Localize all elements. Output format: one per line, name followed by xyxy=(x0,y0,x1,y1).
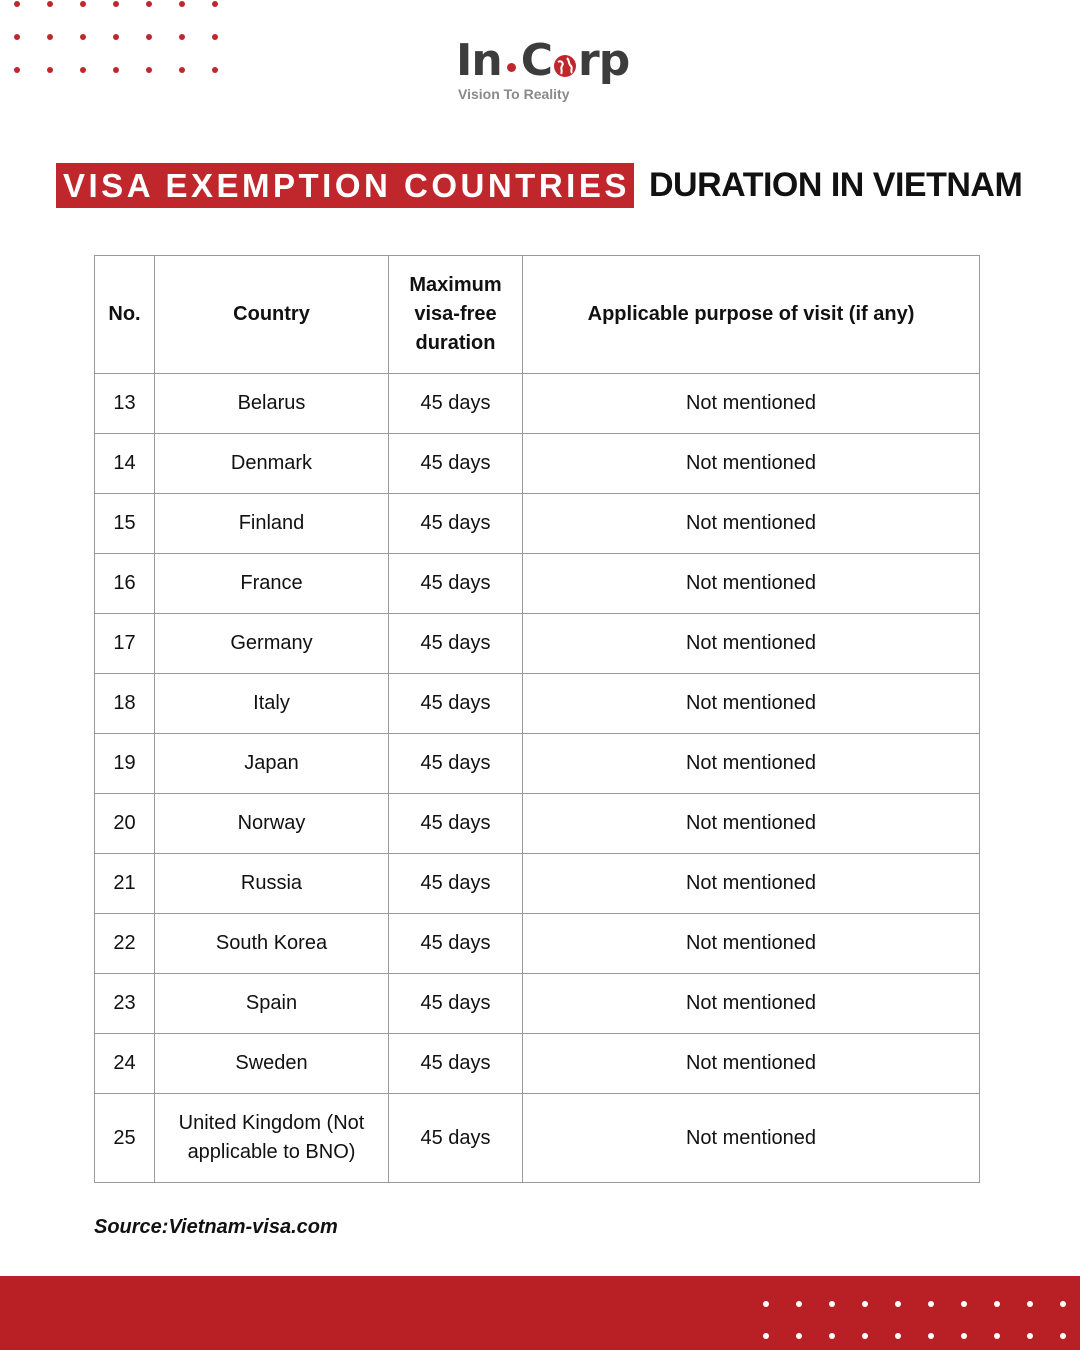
cell-country: Germany xyxy=(155,614,389,674)
cell-duration: 45 days xyxy=(389,374,523,434)
table-header-row xyxy=(95,256,980,374)
cell-no: 25 xyxy=(95,1094,155,1183)
decorative-dot xyxy=(212,34,218,40)
decorative-dot xyxy=(179,67,185,73)
decorative-dot xyxy=(763,1301,769,1307)
cell-duration: 45 days xyxy=(389,914,523,974)
cell-purpose: Not mentioned xyxy=(523,974,980,1034)
cell-country: Finland xyxy=(155,494,389,554)
decorative-dot xyxy=(80,67,86,73)
decorative-dot xyxy=(895,1333,901,1339)
logo-word-in: In xyxy=(456,35,502,86)
decorative-dot xyxy=(763,1333,769,1339)
decorative-dot xyxy=(113,1,119,7)
cell-country: South Korea xyxy=(155,914,389,974)
decorative-dot xyxy=(1027,1301,1033,1307)
cell-no: 14 xyxy=(95,434,155,494)
decorative-dot xyxy=(113,34,119,40)
cell-country: Spain xyxy=(155,974,389,1034)
table-row xyxy=(95,794,980,854)
cell-purpose: Not mentioned xyxy=(523,734,980,794)
table-row xyxy=(95,374,980,434)
decorative-dot xyxy=(146,67,152,73)
decorative-dot xyxy=(212,67,218,73)
cell-purpose: Not mentioned xyxy=(523,854,980,914)
title-rest: DURATION IN VIETNAM xyxy=(649,166,1023,204)
logo-dot-icon xyxy=(507,63,516,72)
cell-country: Denmark xyxy=(155,434,389,494)
table-row xyxy=(95,554,980,614)
decorative-dot xyxy=(961,1301,967,1307)
cell-no: 23 xyxy=(95,974,155,1034)
cell-duration: 45 days xyxy=(389,974,523,1034)
cell-duration: 45 days xyxy=(389,554,523,614)
cell-purpose: Not mentioned xyxy=(523,434,980,494)
header-duration: Maximum visa-free duration xyxy=(389,256,523,374)
decorative-dot xyxy=(47,67,53,73)
cell-no: 21 xyxy=(95,854,155,914)
cell-country: Norway xyxy=(155,794,389,854)
cell-country: Sweden xyxy=(155,1034,389,1094)
cell-duration: 45 days xyxy=(389,434,523,494)
cell-duration: 45 days xyxy=(389,854,523,914)
decorative-dot xyxy=(80,1,86,7)
table-row xyxy=(95,1094,980,1183)
decorative-dot xyxy=(796,1301,802,1307)
header-no: No. xyxy=(95,256,155,374)
cell-duration: 45 days xyxy=(389,794,523,854)
decorative-dot xyxy=(1060,1333,1066,1339)
table-row xyxy=(95,674,980,734)
cell-no: 17 xyxy=(95,614,155,674)
cell-no: 19 xyxy=(95,734,155,794)
decorative-dot xyxy=(146,1,152,7)
decorative-dot xyxy=(994,1333,1000,1339)
cell-duration: 45 days xyxy=(389,614,523,674)
cell-no: 20 xyxy=(95,794,155,854)
cell-duration: 45 days xyxy=(389,734,523,794)
decorative-dot xyxy=(14,1,20,7)
decorative-dot xyxy=(47,34,53,40)
table-row xyxy=(95,854,980,914)
cell-country: Japan xyxy=(155,734,389,794)
header-country: Country xyxy=(155,256,389,374)
logo-tagline: Vision To Reality xyxy=(458,86,570,102)
cell-no: 22 xyxy=(95,914,155,974)
cell-purpose: Not mentioned xyxy=(523,1094,980,1183)
decorative-dot xyxy=(1027,1333,1033,1339)
decorative-dot xyxy=(14,34,20,40)
decorative-dot xyxy=(862,1333,868,1339)
cell-no: 13 xyxy=(95,374,155,434)
cell-no: 24 xyxy=(95,1034,155,1094)
decorative-dot xyxy=(796,1333,802,1339)
logo-wordmark xyxy=(456,36,636,86)
decorative-dot xyxy=(179,34,185,40)
table-row xyxy=(95,734,980,794)
visa-exemption-table xyxy=(94,255,980,1183)
cell-country: France xyxy=(155,554,389,614)
cell-purpose: Not mentioned xyxy=(523,614,980,674)
incorp-logo xyxy=(456,36,636,106)
globe-icon xyxy=(552,53,578,79)
decorative-dot xyxy=(113,67,119,73)
decorative-dots-top-left xyxy=(0,0,230,80)
decorative-dot xyxy=(179,1,185,7)
decorative-dot xyxy=(80,34,86,40)
table-row xyxy=(95,914,980,974)
cell-purpose: Not mentioned xyxy=(523,554,980,614)
decorative-dot xyxy=(961,1333,967,1339)
decorative-dot xyxy=(862,1301,868,1307)
logo-word-c: C xyxy=(520,35,552,86)
cell-purpose: Not mentioned xyxy=(523,794,980,854)
cell-duration: 45 days xyxy=(389,674,523,734)
table-row xyxy=(95,494,980,554)
cell-purpose: Not mentioned xyxy=(523,1034,980,1094)
cell-country: Belarus xyxy=(155,374,389,434)
cell-duration: 45 days xyxy=(389,494,523,554)
cell-no: 15 xyxy=(95,494,155,554)
cell-purpose: Not mentioned xyxy=(523,374,980,434)
table-row xyxy=(95,434,980,494)
decorative-dot xyxy=(212,1,218,7)
cell-duration: 45 days xyxy=(389,1034,523,1094)
logo-word-rp: rp xyxy=(578,35,630,86)
cell-no: 18 xyxy=(95,674,155,734)
decorative-dot xyxy=(829,1301,835,1307)
decorative-dot xyxy=(14,67,20,73)
title-highlight: VISA EXEMPTION COUNTRIES xyxy=(56,163,634,208)
cell-country: Italy xyxy=(155,674,389,734)
decorative-dot xyxy=(146,34,152,40)
cell-no: 16 xyxy=(95,554,155,614)
decorative-dot xyxy=(928,1333,934,1339)
table-body xyxy=(95,374,980,1183)
table-row xyxy=(95,974,980,1034)
cell-purpose: Not mentioned xyxy=(523,914,980,974)
cell-purpose: Not mentioned xyxy=(523,494,980,554)
header-purpose: Applicable purpose of visit (if any) xyxy=(523,256,980,374)
cell-duration: 45 days xyxy=(389,1094,523,1183)
decorative-dot xyxy=(1060,1301,1066,1307)
table-row xyxy=(95,1034,980,1094)
source-note: Source:Vietnam-visa.com xyxy=(94,1216,338,1238)
decorative-dot xyxy=(895,1301,901,1307)
decorative-dots-bottom-right xyxy=(750,1276,1080,1350)
decorative-dot xyxy=(47,1,53,7)
cell-purpose: Not mentioned xyxy=(523,674,980,734)
cell-country: United Kingdom (Not applicable to BNO) xyxy=(155,1094,389,1183)
decorative-dot xyxy=(829,1333,835,1339)
decorative-dot xyxy=(928,1301,934,1307)
table-row xyxy=(95,614,980,674)
cell-country: Russia xyxy=(155,854,389,914)
decorative-dot xyxy=(994,1301,1000,1307)
